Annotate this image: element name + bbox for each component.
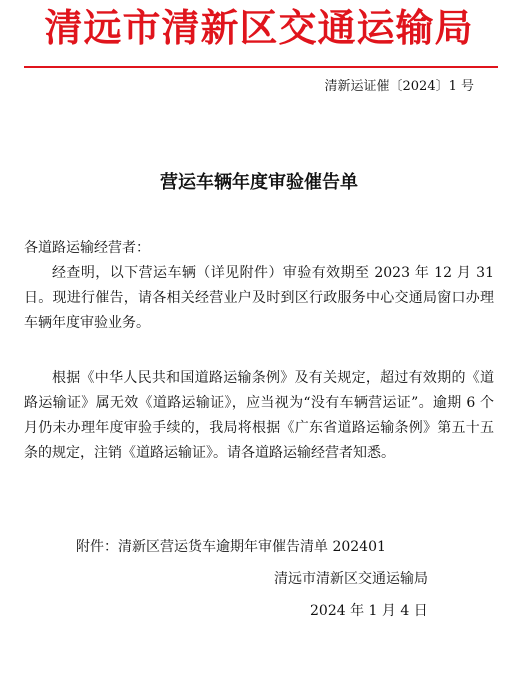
document-number: 清新运证催〔2024〕1 号 bbox=[324, 79, 474, 94]
document-title: 营运车辆年度审验催告单 bbox=[160, 172, 358, 193]
attachment-line: 附件：清新区营运货车逾期年审催告清单 202401 bbox=[76, 539, 386, 555]
issuer-signature: 清远市清新区交通运输局 bbox=[274, 571, 428, 587]
agency-banner: 清远市清新区交通运输局 bbox=[44, 5, 474, 50]
red-divider bbox=[24, 66, 498, 68]
paragraph-2: 根据《中华人民共和国道路运输条例》及有关规定，超过有效期的《道路运输证》属无效《道路运输证》，应当视为“没有车辆营运证”。逾期 6 个月仍未办理年度审验手续的，我局将根据《广东省道路运输条例》第五十五条的规定，注销《道路运输证》。请各道路运输经营者知悉。 bbox=[24, 370, 494, 461]
salutation: 各道路运输经营者： bbox=[24, 240, 150, 256]
issue-date: 2024 年 1 月 4 日 bbox=[310, 603, 428, 619]
paragraph-1: 经查明，以下营运车辆（详见附件）审验有效期至 2023 年 12 月 31 日。现进行催告，请各相关经营业户及时到区行政服务中心交通局窗口办理车辆年度审验业务。 bbox=[24, 265, 494, 331]
